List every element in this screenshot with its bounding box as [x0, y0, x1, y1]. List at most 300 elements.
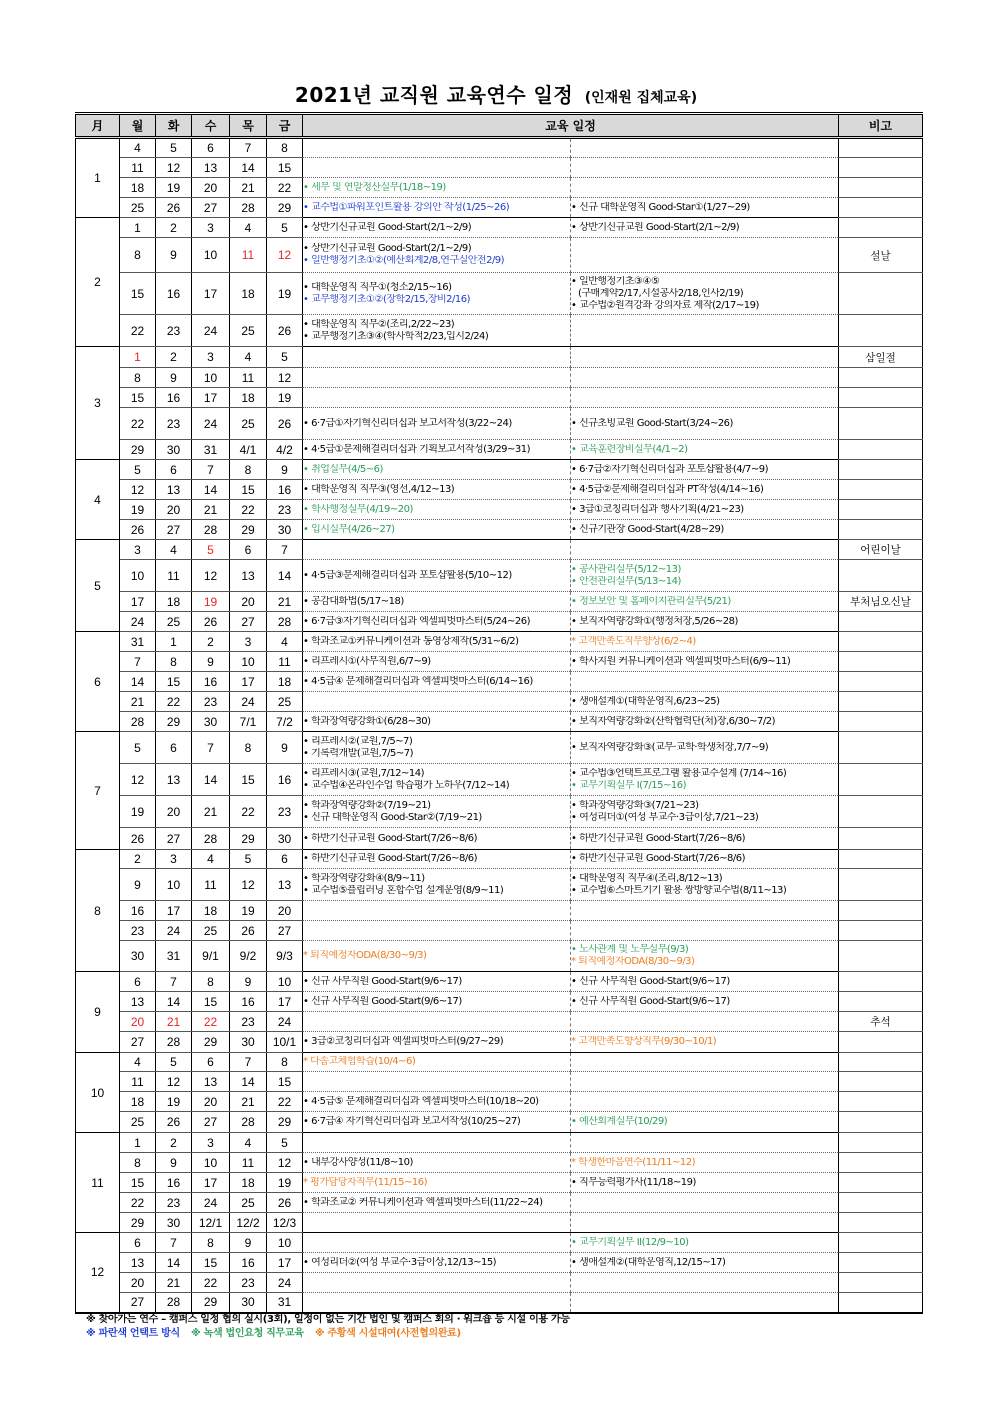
day-cell: 5	[156, 138, 192, 158]
schedule-right-cell	[571, 520, 839, 540]
schedule-right-cell	[571, 198, 839, 218]
schedule-item: * 퇴직예정자ODA(8/30~9/3)	[571, 956, 695, 967]
schedule-item: • 생애설계①(대학운영직,6/23~25)	[571, 695, 720, 707]
day-cell: 15	[267, 158, 303, 178]
schedule-right-cell	[571, 273, 839, 315]
footer-legend	[86, 1327, 916, 1341]
day-cell: 16	[192, 672, 230, 692]
day-cell: 9/3	[267, 941, 303, 972]
legend-blue: ※ 파란색 언택트 방식	[86, 1328, 180, 1339]
schedule-left-cell	[303, 1193, 571, 1213]
schedule-left-cell	[303, 692, 571, 712]
day-cell: 22	[120, 315, 156, 347]
schedule-item: • 대학운영직 직무③(영선,4/12~13)	[303, 483, 455, 495]
note-cell	[839, 368, 923, 388]
day-cell: 29	[192, 1032, 230, 1053]
week-row	[76, 828, 923, 850]
day-cell: 31	[120, 632, 156, 652]
day-cell: 8	[120, 238, 156, 273]
day-cell: 4	[120, 138, 156, 158]
header-note: 비고	[839, 114, 923, 138]
schedule-item: • 교무행정기초①②(장학2/15,장비2/16)	[303, 293, 471, 305]
month-cell: 8	[76, 850, 120, 972]
note-cell	[839, 388, 923, 408]
week-row	[76, 632, 923, 652]
month-cell: 7	[76, 732, 120, 850]
day-cell: 25	[267, 692, 303, 712]
day-cell: 23	[156, 408, 192, 440]
day-cell: 7	[120, 652, 156, 672]
day-cell: 18	[230, 273, 267, 315]
day-cell: 1	[120, 347, 156, 368]
schedule-left-cell	[303, 178, 571, 198]
day-cell: 14	[156, 1253, 192, 1273]
day-cell: 15	[192, 1253, 230, 1273]
day-cell: 9	[230, 972, 267, 992]
day-cell: 16	[267, 764, 303, 796]
day-cell: 8	[156, 652, 192, 672]
note-cell	[839, 1133, 923, 1153]
schedule-left-cell	[303, 850, 571, 869]
schedule-left-cell	[303, 1173, 571, 1193]
schedule-item: • 리프레시②(교원,7/5~7)	[303, 735, 413, 747]
schedule-item: • 상반기신규교원 Good-Start(2/1~2/9)	[303, 221, 472, 233]
day-cell: 6	[120, 972, 156, 992]
header-thu: 목	[230, 114, 267, 138]
day-cell: 6	[192, 138, 230, 158]
day-cell: 11	[120, 1072, 156, 1092]
schedule-left-cell	[303, 273, 571, 315]
day-cell: 25	[156, 612, 192, 632]
day-cell: 26	[267, 408, 303, 440]
schedule-item: • 교육훈련장비실무(4/1~2)	[571, 443, 688, 455]
day-cell: 11	[230, 368, 267, 388]
day-cell: 21	[230, 178, 267, 198]
schedule-left-cell	[303, 632, 571, 652]
schedule-item: • 세무 및 연말정산실무(1/18~19)	[303, 181, 446, 193]
week-row	[76, 672, 923, 692]
schedule-right-cell	[571, 315, 839, 347]
day-cell: 19	[230, 901, 267, 921]
schedule-item: • 직무능력평가사(11/18~19)	[571, 1176, 696, 1188]
schedule-right-cell	[571, 480, 839, 500]
month-cell: 3	[76, 347, 120, 460]
day-cell: 8	[230, 460, 267, 480]
day-cell: 7	[267, 540, 303, 560]
week-row	[76, 218, 923, 238]
week-row	[76, 388, 923, 408]
schedule-right-cell	[571, 764, 839, 796]
note-cell	[839, 1072, 923, 1092]
note-cell: 추석	[839, 1012, 923, 1032]
day-cell: 18	[192, 901, 230, 921]
week-row	[76, 1193, 923, 1213]
schedule-left-cell	[303, 218, 571, 238]
day-cell: 24	[156, 921, 192, 941]
day-cell: 21	[156, 1273, 192, 1293]
day-cell: 22	[267, 178, 303, 198]
schedule-left-cell	[303, 592, 571, 612]
day-cell: 19	[156, 178, 192, 198]
week-row	[76, 540, 923, 560]
day-cell: 26	[230, 921, 267, 941]
day-cell: 25	[230, 1193, 267, 1213]
title-sub: (인재원 집체교육)	[584, 90, 698, 106]
schedule-left-cell	[303, 1213, 571, 1233]
day-cell: 30	[230, 1032, 267, 1053]
day-cell: 29	[156, 712, 192, 732]
day-cell: 18	[120, 1092, 156, 1112]
week-row	[76, 138, 923, 158]
day-cell: 29	[267, 1112, 303, 1133]
day-cell: 15	[230, 764, 267, 796]
schedule-right-cell	[571, 632, 839, 652]
day-cell: 25	[120, 1112, 156, 1133]
day-cell: 29	[120, 1213, 156, 1233]
day-cell: 3	[192, 1133, 230, 1153]
day-cell: 25	[230, 408, 267, 440]
schedule-right-cell	[571, 869, 839, 901]
note-cell	[839, 1293, 923, 1313]
schedule-right-cell	[571, 178, 839, 198]
day-cell: 14	[192, 480, 230, 500]
day-cell: 7	[156, 972, 192, 992]
day-cell: 12	[267, 238, 303, 273]
day-cell: 27	[156, 828, 192, 850]
schedule-item: • 4·5급⑤ 문제해결리더십과 엑셀피벗마스터(10/18~20)	[303, 1095, 539, 1107]
week-row	[76, 869, 923, 901]
schedule-left-cell	[303, 901, 571, 921]
schedule-right-cell	[571, 408, 839, 440]
schedule-right-cell	[571, 828, 839, 850]
schedule-left-cell	[303, 500, 571, 520]
day-cell: 24	[192, 315, 230, 347]
day-cell: 3	[120, 540, 156, 560]
legend-orange: ※ 주황색 시설대여(사전협의완료)	[314, 1328, 461, 1339]
schedule-item: • 리프레시①(사무직원,6/7~9)	[303, 655, 431, 667]
week-row	[76, 1213, 923, 1233]
schedule-right-cell	[571, 500, 839, 520]
day-cell: 22	[230, 500, 267, 520]
schedule-left-cell	[303, 1273, 571, 1293]
legend-green: ※ 녹색 법인요청 직무교육	[191, 1328, 304, 1339]
day-cell: 8	[230, 732, 267, 764]
schedule-left-cell	[303, 1072, 571, 1092]
schedule-left-cell	[303, 1153, 571, 1173]
schedule-item: • 교무기획실무 I(7/15~16)	[571, 779, 687, 791]
day-cell: 4/1	[230, 440, 267, 460]
schedule-left-cell	[303, 520, 571, 540]
day-cell: 30	[267, 828, 303, 850]
note-cell	[839, 612, 923, 632]
month-cell: 9	[76, 972, 120, 1053]
day-cell: 11	[267, 652, 303, 672]
day-cell: 17	[120, 592, 156, 612]
day-cell: 15	[156, 672, 192, 692]
schedule-right-cell	[571, 158, 839, 178]
schedule-right-cell	[571, 1032, 839, 1053]
day-cell: 20	[267, 901, 303, 921]
day-cell: 20	[120, 1012, 156, 1032]
schedule-right-cell	[571, 238, 839, 273]
day-cell: 10	[192, 368, 230, 388]
note-cell	[839, 796, 923, 828]
schedule-right-cell	[571, 368, 839, 388]
day-cell: 9	[120, 869, 156, 901]
day-cell: 22	[192, 1012, 230, 1032]
schedule-right-cell	[571, 388, 839, 408]
week-row	[76, 901, 923, 921]
day-cell: 17	[267, 992, 303, 1012]
schedule-item: • 리프레시③(교원,7/12~14)	[303, 767, 425, 779]
week-row	[76, 612, 923, 632]
day-cell: 5	[192, 540, 230, 560]
month-cell: 11	[76, 1133, 120, 1233]
day-cell: 12/1	[192, 1213, 230, 1233]
schedule-item: • 학사지원 커뮤니케이션과 엑셀피벗마스터(6/9~11)	[571, 655, 791, 667]
day-cell: 10	[156, 869, 192, 901]
schedule-item: • 교수법③언택트프로그램 활용교수설계 (7/14~16)	[571, 767, 787, 779]
schedule-right-cell	[571, 1233, 839, 1253]
schedule-item: • 교수법①파워포인트활용 강의안 작성(1/25~26)	[303, 201, 510, 213]
schedule-item: * 고객만족도직무향상(6/2~4)	[571, 635, 696, 647]
schedule-item: • 대학운영직 직무②(조리,2/22~23)	[303, 318, 455, 330]
day-cell: 9	[267, 460, 303, 480]
schedule-left-cell	[303, 1293, 571, 1313]
day-cell: 9	[267, 732, 303, 764]
day-cell: 5	[267, 1133, 303, 1153]
day-cell: 20	[120, 1273, 156, 1293]
day-cell: 23	[156, 315, 192, 347]
month-cell: 6	[76, 632, 120, 732]
day-cell: 25	[192, 921, 230, 941]
schedule-left-cell	[303, 1233, 571, 1253]
month-cell: 4	[76, 460, 120, 540]
week-row	[76, 850, 923, 869]
schedule-right-cell	[571, 692, 839, 712]
day-cell: 10	[230, 652, 267, 672]
day-cell: 7	[230, 1053, 267, 1072]
day-cell: 5	[120, 732, 156, 764]
schedule-right-cell	[571, 347, 839, 368]
schedule-left-cell	[303, 460, 571, 480]
day-cell: 19	[192, 592, 230, 612]
day-cell: 24	[192, 408, 230, 440]
day-cell: 19	[120, 500, 156, 520]
schedule-left-cell	[303, 1012, 571, 1032]
note-cell	[839, 1233, 923, 1253]
week-row	[76, 368, 923, 388]
week-row	[76, 1112, 923, 1133]
day-cell: 16	[120, 901, 156, 921]
schedule-right-cell	[571, 850, 839, 869]
note-cell	[839, 632, 923, 652]
week-row	[76, 732, 923, 764]
week-row	[76, 560, 923, 592]
day-cell: 23	[230, 1012, 267, 1032]
note-cell	[839, 992, 923, 1012]
month-cell: 10	[76, 1053, 120, 1133]
day-cell: 7/2	[267, 712, 303, 732]
day-cell: 4	[192, 850, 230, 869]
day-cell: 17	[267, 1253, 303, 1273]
week-row	[76, 941, 923, 972]
day-cell: 29	[192, 1293, 230, 1313]
day-cell: 21	[267, 592, 303, 612]
schedule-item: • 6·7급②자기혁신리더십과 포토샵활용(4/7~9)	[571, 463, 769, 475]
note-cell	[839, 480, 923, 500]
schedule-left-cell	[303, 198, 571, 218]
schedule-item: * 퇴직예정자ODA(8/30~9/3)	[303, 950, 427, 961]
schedule-right-cell	[571, 1173, 839, 1193]
week-row	[76, 1253, 923, 1273]
schedule-right-cell	[571, 941, 839, 972]
day-cell: 28	[192, 828, 230, 850]
day-cell: 14	[120, 672, 156, 692]
note-cell	[839, 764, 923, 796]
day-cell: 14	[156, 992, 192, 1012]
schedule-right-cell	[571, 732, 839, 764]
schedule-left-cell	[303, 388, 571, 408]
schedule-left-cell	[303, 238, 571, 273]
week-row	[76, 440, 923, 460]
schedule-right-cell	[571, 652, 839, 672]
day-cell: 18	[267, 672, 303, 692]
day-cell: 28	[156, 1032, 192, 1053]
day-cell: 3	[192, 347, 230, 368]
schedule-item: • 일반행정기초①②(예산회계2/8,연구실안전2/9)	[303, 255, 505, 266]
schedule-item: • 6·7급①자기혁신리더십과 보고서작성(3/22~24)	[303, 417, 512, 429]
schedule-item: • 대학운영직 직무①(청소2/15~16)	[303, 281, 452, 293]
day-cell: 13	[156, 764, 192, 796]
week-row	[76, 1072, 923, 1092]
day-cell: 15	[267, 1072, 303, 1092]
schedule-left-cell	[303, 347, 571, 368]
day-cell: 6	[267, 850, 303, 869]
schedule-item: • 6·7급④ 자기혁신리더십과 보고서작성(10/25~27)	[303, 1116, 521, 1127]
day-cell: 20	[192, 1092, 230, 1112]
day-cell: 15	[192, 992, 230, 1012]
note-cell	[839, 1053, 923, 1072]
note-cell	[839, 158, 923, 178]
day-cell: 5	[267, 347, 303, 368]
header-month: 月	[76, 114, 120, 138]
schedule-right-cell	[571, 1012, 839, 1032]
day-cell: 22	[156, 692, 192, 712]
day-cell: 3	[230, 632, 267, 652]
day-cell: 29	[230, 828, 267, 850]
week-row	[76, 273, 923, 315]
day-cell: 13	[230, 560, 267, 592]
day-cell: 24	[267, 1273, 303, 1293]
week-row	[76, 520, 923, 540]
day-cell: 21	[192, 500, 230, 520]
schedule-left-cell	[303, 921, 571, 941]
schedule-item: • 취업실무(4/5~6)	[303, 463, 383, 475]
day-cell: 2	[156, 1133, 192, 1153]
week-row	[76, 460, 923, 480]
schedule-right-cell	[571, 440, 839, 460]
day-cell: 3	[156, 850, 192, 869]
day-cell: 28	[192, 520, 230, 540]
day-cell: 10	[192, 238, 230, 273]
day-cell: 22	[120, 1193, 156, 1213]
schedule-right-cell	[571, 1213, 839, 1233]
week-row	[76, 1133, 923, 1153]
note-cell	[839, 440, 923, 460]
schedule-item: • 학과장역량강화④(8/9~11)	[303, 872, 425, 884]
note-cell	[839, 198, 923, 218]
day-cell: 15	[120, 273, 156, 315]
schedule-right-cell	[571, 138, 839, 158]
note-cell	[839, 732, 923, 764]
day-cell: 24	[230, 692, 267, 712]
day-cell: 10	[267, 1233, 303, 1253]
note-cell	[839, 1173, 923, 1193]
day-cell: 26	[267, 1193, 303, 1213]
week-row	[76, 992, 923, 1012]
schedule-right-cell	[571, 1092, 839, 1112]
day-cell: 20	[230, 592, 267, 612]
schedule-left-cell	[303, 972, 571, 992]
schedule-item: • 대학운영직 직무④(조리,8/12~13)	[571, 872, 723, 884]
day-cell: 29	[267, 198, 303, 218]
day-cell: 3	[192, 218, 230, 238]
day-cell: 4	[120, 1053, 156, 1072]
day-cell: 21	[120, 692, 156, 712]
day-cell: 9	[230, 1233, 267, 1253]
schedule-right-cell	[571, 1193, 839, 1213]
schedule-item: • 신규초빙교원 Good-Start(3/24~26)	[571, 417, 733, 429]
schedule-item: • 하반기신규교원 Good-Start(7/26~8/6)	[571, 853, 745, 864]
schedule-item: • 신규 대학운영직 Good-Star①(1/27~29)	[571, 201, 750, 213]
day-cell: 16	[230, 992, 267, 1012]
schedule-item: • 교수법②원격강좌 강의자료 제작(2/17~19)	[571, 299, 759, 311]
day-cell: 16	[230, 1253, 267, 1273]
schedule-left-cell	[303, 480, 571, 500]
schedule-right-cell	[571, 796, 839, 828]
schedule-left-cell	[303, 869, 571, 901]
schedule-left-cell	[303, 1112, 571, 1133]
header-tue: 화	[156, 114, 192, 138]
week-row	[76, 198, 923, 218]
day-cell: 24	[267, 1012, 303, 1032]
day-cell: 4	[267, 632, 303, 652]
week-row	[76, 1273, 923, 1293]
week-row	[76, 1293, 923, 1313]
note-cell	[839, 1112, 923, 1133]
schedule-left-cell	[303, 732, 571, 764]
day-cell: 7/1	[230, 712, 267, 732]
day-cell: 22	[230, 796, 267, 828]
note-cell	[839, 500, 923, 520]
day-cell: 4	[230, 1133, 267, 1153]
day-cell: 15	[120, 1173, 156, 1193]
day-cell: 22	[120, 408, 156, 440]
note-cell	[839, 520, 923, 540]
schedule-left-cell	[303, 652, 571, 672]
day-cell: 17	[230, 672, 267, 692]
week-row	[76, 1012, 923, 1032]
day-cell: 26	[192, 612, 230, 632]
schedule-item: • 교수법④온라인수업 학습평가 노하우(7/12~14)	[303, 779, 510, 791]
week-row	[76, 692, 923, 712]
schedule-item: • 공감대화법(5/17~18)	[303, 595, 404, 607]
day-cell: 26	[120, 828, 156, 850]
footer-notes	[86, 1313, 916, 1341]
schedule-right-cell	[571, 592, 839, 612]
note-cell: 부처님오신날	[839, 592, 923, 612]
